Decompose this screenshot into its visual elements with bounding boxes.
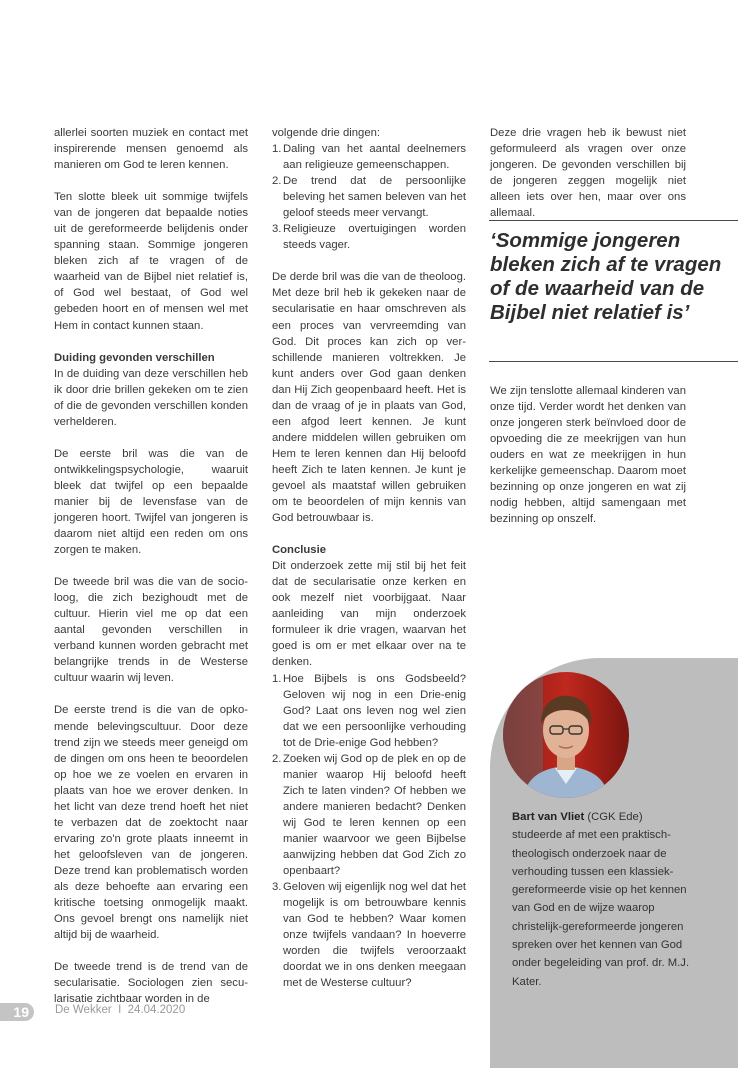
list-item: 3. Religieuze overtuigingen worden steeds vager. xyxy=(272,223,466,252)
paragraph: De eerste trend is die van de opkomende belevingscultuur. Door deze trend zijn we steeds meer geneigd om de dingen om ons heen te beoordelen op hoe we ze voelen en ervaren in plaats van hoe we erover denken. In het licht van deze trend hoeft het niet te verbazen dat de zoektocht naar ervaring zo'n grote plaats inneemt in het geloofsleven van de jongeren. Deze trend kan problematisch worden als deze behoefte aan ervaring een kritische toetsing onmogelijk maakt. Ons gevoel brengt ons namelijk niet altijd bij de waarheid. xyxy=(54,704,248,942)
section-heading: Conclusie xyxy=(272,544,326,557)
author-photo-icon xyxy=(503,672,629,798)
magazine-name: De Wekker xyxy=(55,1004,112,1016)
list-item: 1. Hoe Bijbels is ons Godsbeeld? Geloven wij nog in een Drie-enig God? Laat ons leven nog wel zien dat we een persoonlijke verhouding tot de Drie-enige God hebben? xyxy=(272,672,466,749)
author-description: studeerde af met een praktisch-theologisch onderzoek naar de verhouding tussen een klassiek-gereformeerde visie op het kennen van God en de wijze waarop christelijk-gereformeerde jongeren spreken over het kennen van God onder begeleiding van prof. dr. M.J. Kater. xyxy=(512,829,690,988)
page-number: 19 xyxy=(0,1003,34,1021)
pull-quote: ‘Sommige jongeren bleken zich af te vragen of de waarheid van de Bijbel niet relatief is’ xyxy=(490,229,722,324)
paragraph: Dit onderzoek zette mij stil bij het feit dat de secularisatie onze kerken en ook mezelf niet voorbijgaat. Naar aanleiding van mijn onderzoek formuleer ik drie vragen, waarvan het goed is om er met elkaar over na te denken. xyxy=(272,560,466,669)
paragraph: De eerste bril was die van de ontwikkelingspsychologie, waaruit bleek dat twijfel op een bepaalde manier bij de levensfase van de jongeren hoort. Twijfel van jongeren is daarom niet altijd een reden om ons zorgen te maken. xyxy=(54,447,248,557)
author-affiliation: (CGK Ede) xyxy=(584,811,643,823)
numbered-list xyxy=(272,671,466,992)
column-3 xyxy=(490,125,686,221)
section-heading: Duiding gevonden verschillen xyxy=(54,351,215,364)
issue-date: 24.04.2020 xyxy=(127,1004,186,1016)
paragraph: volgende drie dingen: xyxy=(272,127,381,139)
column-1 xyxy=(54,125,248,1007)
list-item: 3. Geloven wij eigenlijk nog wel dat het mogelijk is om betrouwbare kennis van God te hebben? Waar komen onze twijfels vandaan? In hoeverre worden die twijfels veroorzaakt doordat we in ons denken meegaan met de Westerse cultuur? xyxy=(272,881,466,990)
list-item: 2. Zoeken wij God op de plek en op de manier waarop Hij beloofd heeft Zich te laten vinden? Of hebben we andere manieren bedacht? Denken wij God te leren kennen op een manier waarvoor we geen Bijbelse aanwijzing hebben dat God Zich zo openbaart? xyxy=(272,752,466,878)
list-item: 1. Daling van het aantal deelnemers aan religieuze gemeenschappen. xyxy=(272,143,466,172)
column-2 xyxy=(272,125,466,991)
paragraph: Ten slotte bleek uit sommige twijfels van de jongeren dat bepaalde noties uit de gereformeerde belijdenis onder spanning staan. Sommige jongeren bleken zich af te vragen of de waarheid van de Bijbel niet relatief is, of God wel bestaat, of God wel gebeden hoort en of mensen wel met Hem in contact kunnen staan. xyxy=(54,191,248,332)
paragraph: In de duiding van deze verschillen heb ik door drie brillen gekeken om te zien of die de gevonden verschillen konden verhelderen. xyxy=(54,367,248,428)
list-item: 2. De trend dat de persoonlijke beleving het samen beleven van het geloof steeds meer vervangt. xyxy=(272,175,466,220)
numbered-list xyxy=(272,141,466,253)
footer-text xyxy=(55,1004,185,1016)
author-name: Bart van Vliet xyxy=(512,811,585,823)
divider xyxy=(489,361,738,362)
paragraph: De tweede trend is de trend van de secularisatie. Sociologen zien secularisatie zichtbaar worden in de xyxy=(54,961,248,1006)
author-bio xyxy=(512,808,698,991)
paragraph: allerlei soorten muziek en contact met inspirerende mensen genoemd als manieren om God te leren kennen. xyxy=(54,127,248,172)
paragraph: De tweede bril was die van de socioloog, die zich bezighoudt met de cultuur. Hierin viel me op dat een aantal gevonden verschillen in verband kunnen worden gebracht met belangrijke trends in de Westerse cultuur waarin wij leven. xyxy=(54,576,248,685)
divider xyxy=(489,220,738,221)
column-3-lower xyxy=(490,383,686,527)
paragraph: Deze drie vragen heb ik bewust niet geformuleerd als vragen over onze jongeren. De gevonden verschillen bij de jongeren zeggen mogelijk niet alleen iets over hen, maar over ons allemaal. xyxy=(490,127,686,220)
paragraph: De derde bril was die van de theoloog. Met deze bril heb ik gekeken naar de secularisatie en haar omschreven als een proces van vervreemding van God. Dit proces kan zich op verschillende manieren voltrekken. Je kunt anders over God gaan denken dan Hij Zich geopenbaard heeft. Het is dan de vraag of je in plaats van God, een afgod leert kennen. Je kunt andere middelen willen gebruiken om Hem te leren kennen dan Hij beloofd heeft Zich te laten kennen. Je kunt je gevoel als maatstaf willen gebruiken om te beoordelen of mijn kennis van God betrouwbaar is. xyxy=(272,271,466,525)
footer-separator: I xyxy=(118,1004,122,1016)
avatar xyxy=(503,672,629,798)
paragraph: We zijn tenslotte allemaal kinderen van onze tijd. Verder wordt het denken van onze jongeren sterk beïnvloed door de opvoeding die ze meekrijgen van hun ouders en wat ze meekrijgen in hun kerkelijke gemeenschap. Daarom moet bezinning op onze jongeren en wat zij nodig hebben, altijd samengaan met bezinning op onszelf. xyxy=(490,385,686,526)
